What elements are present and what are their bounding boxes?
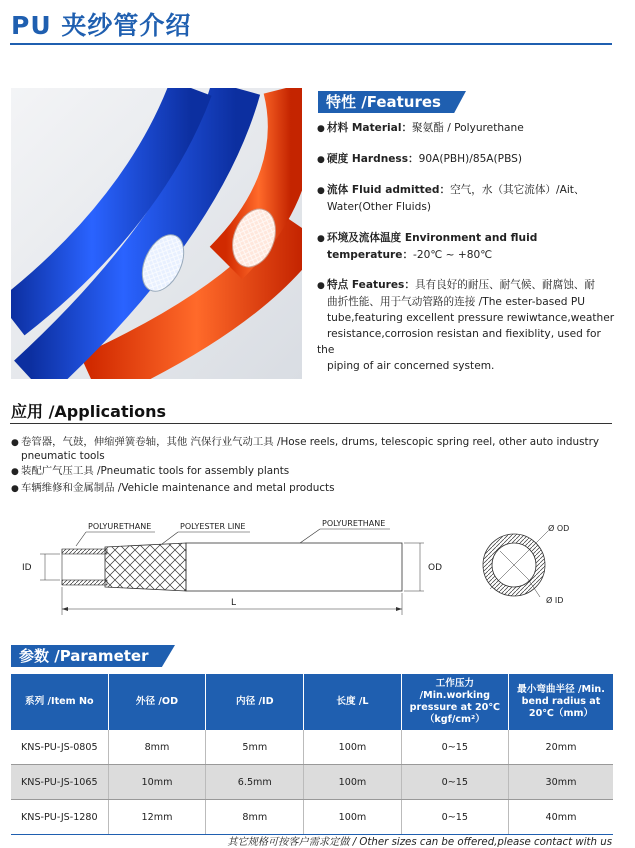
cell-item-no: KNS-PU-JS-1280 xyxy=(11,800,108,835)
cell-id: 5mm xyxy=(206,730,304,765)
label-polyurethane-inner: POLYURETHANE xyxy=(88,522,152,531)
cell-id: 8mm xyxy=(206,800,304,835)
cell-od: 8mm xyxy=(108,730,206,765)
cell-od: 12mm xyxy=(108,800,206,835)
feature-temperature: ● 环境及流体温度 Environment and fluid temperature：-20℃ ~ +80℃ xyxy=(317,232,538,261)
applications-heading: 应用 /Applications xyxy=(11,402,166,421)
title-divider xyxy=(10,43,612,45)
col-item-no: 系列 /Item No xyxy=(11,674,108,730)
label-id: ID xyxy=(22,563,32,573)
col-length: 长度 /L xyxy=(304,674,401,730)
table-row xyxy=(11,800,613,835)
col-working-pressure: 工作压力 /Min.working pressure at 20℃（kgf/cm²） xyxy=(401,674,508,730)
cell-bend-radius: 30mm xyxy=(509,765,614,800)
page-title: PU 夹纱管介绍 xyxy=(11,11,192,40)
cell-item-no: KNS-PU-JS-0805 xyxy=(11,730,108,765)
cell-length: 100m xyxy=(304,730,401,765)
cell-length: 100m xyxy=(304,765,401,800)
table-row xyxy=(11,730,613,765)
product-photo xyxy=(11,88,302,379)
cell-od: 10mm xyxy=(108,765,206,800)
cell-pressure: 0~15 xyxy=(401,765,508,800)
table-row xyxy=(11,765,613,800)
label-polyurethane-outer: POLYURETHANE xyxy=(322,519,386,528)
label-circle-od: Ø OD xyxy=(548,524,570,533)
col-id: 内径 /ID xyxy=(206,674,304,730)
tube-structure-diagram xyxy=(0,515,635,620)
cell-length: 100m xyxy=(304,800,401,835)
applications-divider xyxy=(10,423,612,424)
parameter-heading: 参数 /Parameter xyxy=(11,645,169,667)
cell-id: 6.5mm xyxy=(206,765,304,800)
feature-hardness: ● 硬度 Hardness：90A(PBH)/85A(PBS) xyxy=(317,153,523,165)
parameter-table xyxy=(11,674,613,835)
table-header-row xyxy=(11,674,613,730)
cell-bend-radius: 20mm xyxy=(509,730,614,765)
cell-item-no: KNS-PU-JS-1065 xyxy=(11,765,108,800)
label-length: L xyxy=(231,598,237,608)
feature-characteristics: ● 特点 Features：具有良好的耐压、耐气候、耐腐蚀、耐 曲折性能、用于气动管路的连接 /The ester-based PU tube,featuring excellent pressure rewiwtance,weather resistance,corrosion resistan and fiexiblity, used for the piping of air concerned system. xyxy=(317,279,615,372)
cell-pressure: 0~15 xyxy=(401,730,508,765)
application-item: ● 卷管器，气鼓，伸缩弹簧卷轴，其他 汽保行业气动工具 /Hose reels, drums, telescopic spring reel, other auto industry pneumatic tools xyxy=(11,436,600,462)
custom-sizes-note: 其它规格可按客户需求定做 / Other sizes can be offered,please contact with us xyxy=(227,837,612,848)
cell-pressure: 0~15 xyxy=(401,800,508,835)
col-od: 外径 /OD xyxy=(108,674,206,730)
label-circle-id: Ø ID xyxy=(546,596,564,605)
features-heading: 特性 /Features xyxy=(318,91,466,113)
label-polyester-line: POLYESTER LINE xyxy=(180,522,246,531)
application-item: ● 装配广气压工具 /Pneumatic tools for assembly plants xyxy=(11,465,290,477)
label-od: OD xyxy=(428,563,443,573)
feature-fluid: ● 流体 Fluid admitted：空气，水（其它流体）/Ait、 Water(Other Fluids) xyxy=(317,184,585,213)
application-item: ● 车辆维修和金属制品 /Vehicle maintenance and metal products xyxy=(11,482,335,494)
feature-material: ● 材料 Material：聚氨酯 / Polyurethane xyxy=(317,122,524,134)
cell-bend-radius: 40mm xyxy=(509,800,614,835)
col-bend-radius: 最小弯曲半径 /Min. bend radius at 20℃（mm） xyxy=(509,674,614,730)
